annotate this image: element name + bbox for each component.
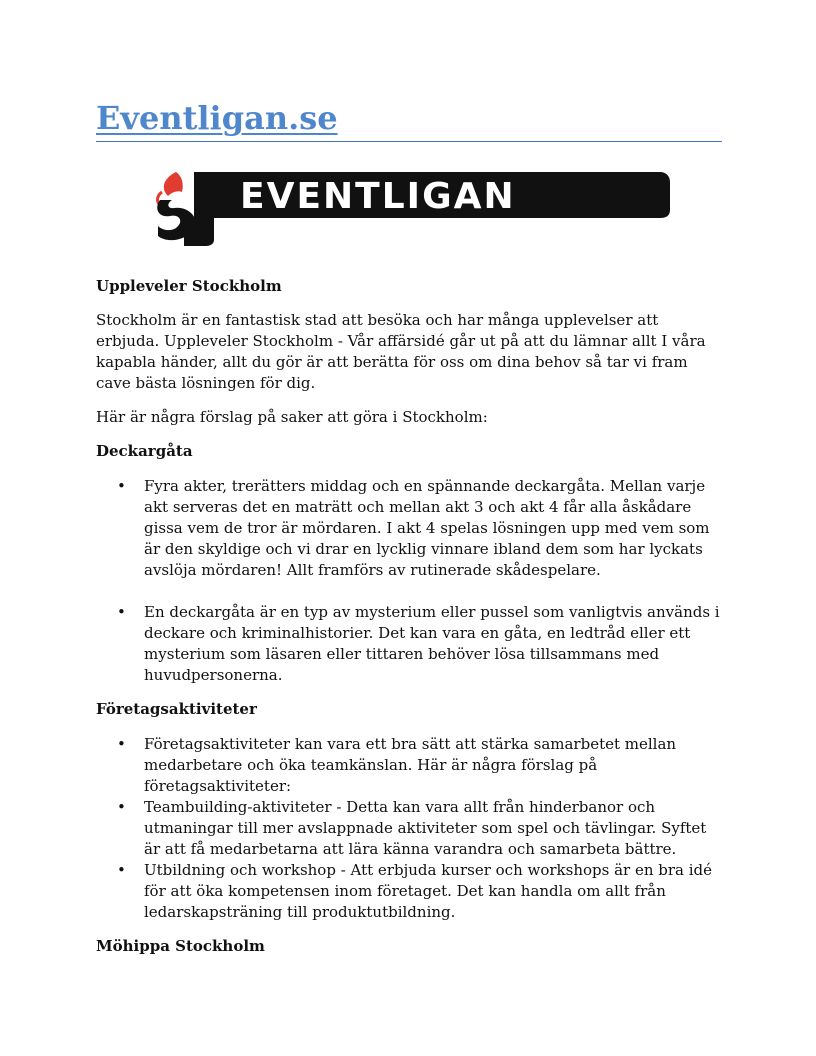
heading-deckargata: Deckargåta [96, 442, 193, 460]
list-deckargata [96, 476, 722, 686]
list-item: • En deckargåta är en typ av mysterium eller pussel som vanligtvis används i deckare och kriminalhistorier. Det kan vara en gåta, en ledtråd eller ett mysterium som läsaren eller tittaren behöver lösa tillsammans med huvudpersonerna. [96, 602, 722, 686]
list-item: • Teambuilding-aktiviteter - Detta kan vara allt från hinderbanor och utmaningar till mer avslappnade aktiviteter som spel och tävlingar. Syftet är att få medarbetarna att lära känna varandra och samarbeta bättre. [96, 797, 722, 860]
list-item: • Utbildning och workshop - Att erbjuda kurser och workshops är en bra idé för att öka kompetensen inom företaget. Det kan handla om allt från ledarskapsträning till produktutbildning. [96, 860, 722, 923]
list-item: • Företagsaktiviteter kan vara ett bra sätt att stärka samarbetet mellan medarbetare och öka teamkänslan. Här är några förslag på företagsaktiviteter: [96, 734, 722, 797]
logo-text: EVENTLIGAN [240, 176, 516, 217]
title-rule [96, 141, 722, 142]
document-page [96, 98, 722, 957]
heading-uppleveler: Uppleveler Stockholm [96, 277, 282, 295]
eventligan-logo [154, 170, 670, 246]
paragraph-suggestions: Här är några förslag på saker att göra i Stockholm: [96, 408, 488, 426]
logo-area [96, 170, 722, 254]
heading-mohippa: Möhippa Stockholm [96, 937, 265, 955]
list-item: • Fyra akter, trerätters middag och en spännande deckargåta. Mellan varje akt serveras det en maträtt och mellan akt 3 och akt 4 får alla åskådare gissa vem de tror är mördaren. I akt 4 spelas lösningen upp med vem som är den skyldige och vi drar en lycklig vinnare ibland dem som har lyckats avslöja mördaren! Allt framförs av rutinerade skådespelare. [96, 476, 722, 581]
document-title[interactable]: Eventligan.se [96, 99, 338, 137]
flame-icon [164, 172, 183, 196]
list-foretagsaktiviteter [96, 734, 722, 923]
paragraph-intro: Stockholm är en fantastisk stad att besöka och har många upplevelser att erbjuda. Uppleveler Stockholm - Vår affärsidé går ut på att du lämnar allt I våra kapabla händer, allt du gör är att berätta för oss om dina behov så tar vi fram cave bästa lösningen för dig. [96, 311, 706, 392]
heading-foretagsaktiviteter: Företagsaktiviteter [96, 700, 257, 718]
